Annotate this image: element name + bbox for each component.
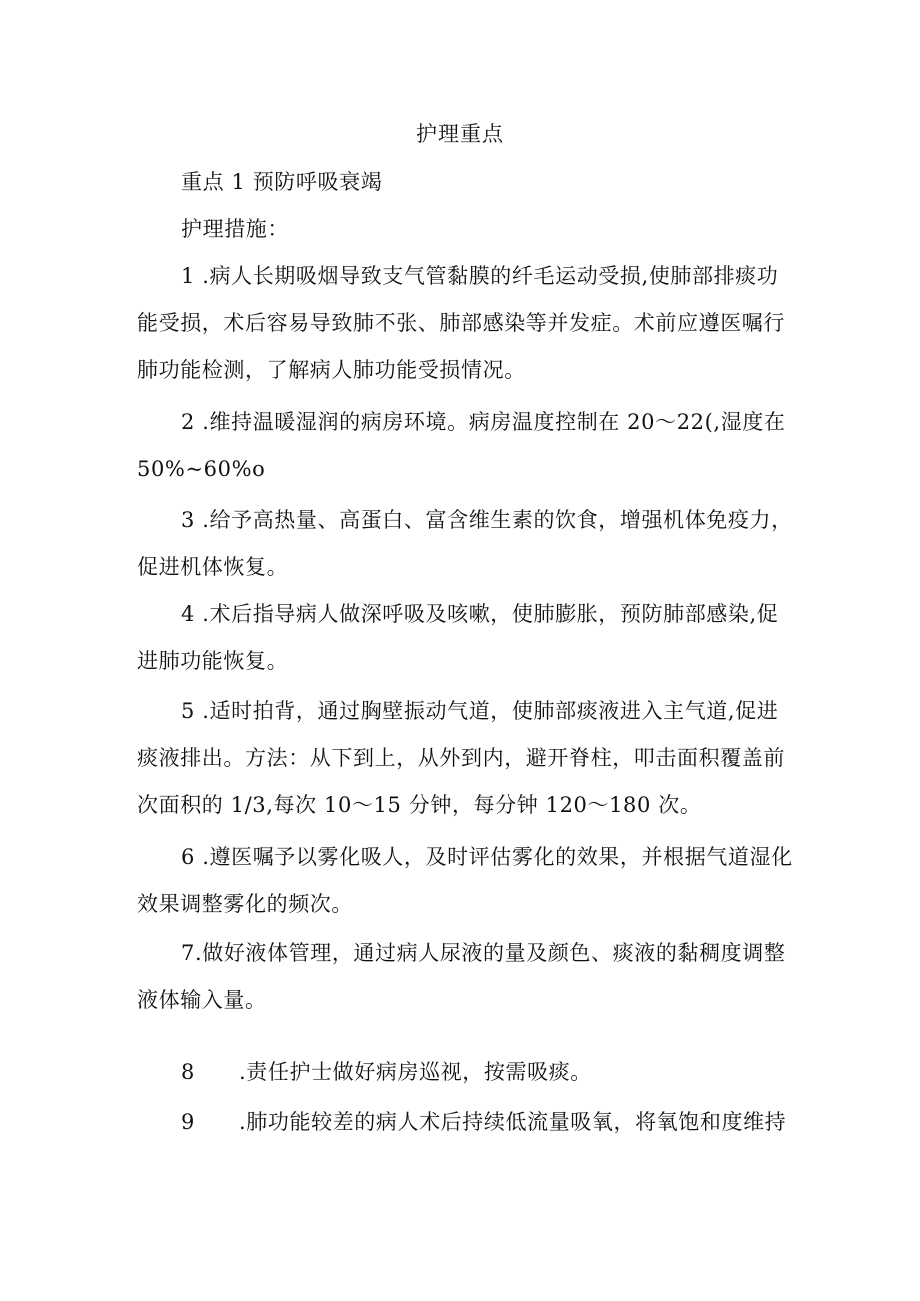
item-1-line-3: 肺功能检测，了解病人肺功能受损情况。	[137, 358, 526, 382]
item-3-line-1: 3 .给予高热量、高蛋白、富含维生素的饮食，增强机体免疫力，	[181, 508, 793, 532]
item-4-line-2: 进肺功能恢复。	[137, 649, 289, 673]
item-8-number: 8	[181, 1060, 195, 1084]
section-heading: 重点 1 预防呼吸衰竭	[181, 170, 383, 194]
item-9-text: .肺功能较差的病人术后持续低流量吸氧，将氧饱和度维持	[239, 1110, 787, 1134]
item-6-line-1: 6 .遵医嘱予以雾化吸人，及时评估雾化的效果，并根据气道湿化	[181, 845, 793, 869]
page-title: 护理重点	[416, 122, 504, 146]
item-6-line-2: 效果调整雾化的频次。	[137, 892, 353, 916]
item-5-line-3: 次面积的 1/3,每次 10～15 分钟，每分钟 120～180 次。	[137, 793, 702, 817]
measures-label: 护理措施：	[181, 217, 289, 241]
item-5-line-1: 5 .适时拍背，通过胸壁振动气道，使肺部痰液进入主气道,促进	[181, 699, 779, 723]
item-9	[181, 1110, 841, 1134]
item-2-line-1: 2 .维持温暖湿润的病房环境。病房温度控制在 20～22(,湿度在	[181, 410, 786, 434]
item-8-text: .责任护士做好病房巡视，按需吸痰。	[239, 1060, 592, 1084]
item-7-line-1: 7.做好液体管理，通过病人尿液的量及颜色、痰液的黏稠度调整	[181, 941, 786, 965]
item-8	[181, 1060, 841, 1084]
item-7-line-2: 液体输入量。	[137, 988, 267, 1012]
item-3-line-2: 促进机体恢复。	[137, 555, 289, 579]
item-9-number: 9	[181, 1110, 195, 1134]
item-4-line-1: 4 .术后指导病人做深呼吸及咳嗽，使肺膨胀，预防肺部感染,促	[181, 602, 779, 626]
item-5-line-2: 痰液排出。方法：从下到上，从外到内，避开脊柱，叩击面积覆盖前	[137, 746, 785, 770]
item-1-line-1: 1 .病人长期吸烟导致支气管黏膜的纤毛运动受损,使肺部排痰功	[181, 264, 779, 288]
item-2-line-2: 50%~60%o	[137, 457, 266, 481]
item-1-line-2: 能受损，术后容易导致肺不张、肺部感染等并发症。术前应遵医嘱行	[137, 311, 785, 335]
